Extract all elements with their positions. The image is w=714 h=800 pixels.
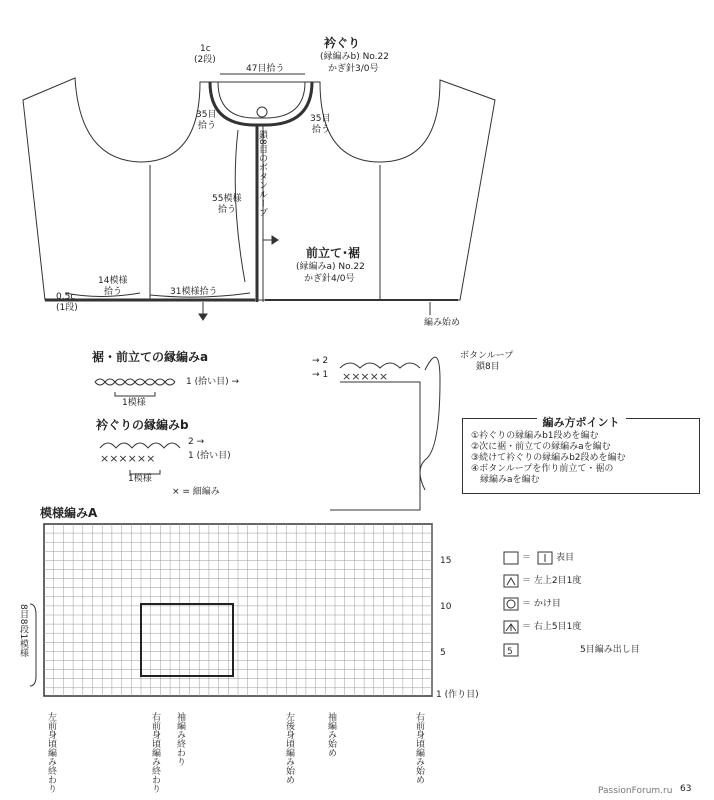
points-title: 編み方ポイント [537, 416, 626, 429]
pick-35-left: 35目 [196, 110, 217, 120]
row-5: 5 [440, 648, 446, 658]
legend-knit-eq: ＝ [522, 553, 532, 563]
point-item: ①衿ぐりの縁編みb1段めを編む [471, 431, 599, 441]
pick-35-right-b: 拾う [312, 125, 331, 135]
legend-knit: 表目 [556, 553, 575, 563]
points-box [462, 418, 700, 494]
row-1: 1 (作り目) [436, 690, 479, 700]
loop-label-b: 鎖8目 [476, 362, 500, 372]
loop-label: ボタンループ [460, 351, 514, 361]
pick-55: 55模様 [212, 194, 242, 204]
edging-b-title: 衿ぐりの縁編みb [96, 418, 189, 432]
pick-35-right: 35目 [310, 114, 331, 124]
collar-sub: (縁編みb) No.22 [320, 52, 389, 62]
collar-band [210, 82, 312, 125]
pick-14-b: 拾う [104, 287, 123, 297]
front-title: 前立て･裾 [306, 246, 361, 260]
edging-a-chain [95, 379, 175, 396]
bottom-label: 左後身頃編み始め [284, 712, 294, 784]
collar-title: 衿ぐり [324, 36, 361, 50]
side-repeat: 8目8段1模様 [18, 604, 28, 658]
edging-b-repeat: 1模様 [128, 474, 152, 484]
button-loop-note: 鎖8目のボタンループ [257, 130, 267, 217]
front-sub: (縁編みa) No.22 [296, 262, 365, 272]
bottom-label: 左前身頃編み終わり [46, 712, 56, 793]
chart-title: 模様編みA [40, 506, 98, 520]
svg-text:×××××: ××××× [342, 370, 389, 383]
pattern-chart-grid [30, 524, 432, 696]
row-15: 15 [440, 556, 452, 566]
page-number: 63 [680, 784, 692, 794]
pick-47: 47目拾う [246, 64, 285, 74]
row-10: 10 [440, 602, 452, 612]
row-1c: 1c [200, 44, 211, 54]
pick-35-left-b: 拾う [198, 121, 217, 131]
edging-a-row: 1 (拾い目) → [186, 377, 240, 387]
point-item: ②次に裾・前立ての縁編みaを編む [471, 442, 611, 452]
bottom-label: 袖編み始め [326, 712, 336, 757]
sc-legend: × = 細編み [172, 487, 220, 497]
edge-05: 0.5c [56, 292, 76, 302]
point-item: ③続けて衿ぐりの縁編みb2段めを編む [471, 453, 626, 463]
edging-a-repeat: 1模様 [122, 398, 146, 408]
edging-b-row1: 1 (拾い目) [188, 451, 231, 461]
button-loop [257, 107, 267, 117]
button-loop-chart [330, 357, 440, 510]
legend-k2tog: ＝ 左上2目1度 [522, 576, 582, 586]
bottom-label: 右前身頃編み終わり [150, 712, 160, 793]
legend-inc5: 5目編み出し目 [580, 645, 640, 655]
edging-b-chart [100, 443, 180, 474]
row-1c-b: (2段) [194, 55, 216, 65]
edging-b-row2: 2 → [188, 437, 205, 447]
loop-row2: → 2 [312, 356, 329, 366]
svg-text:××××××: ×××××× [100, 452, 156, 465]
point-item: 縁編みaを編む [471, 475, 540, 485]
edge-05-b: (1段) [56, 303, 78, 313]
point-item: ④ボタンループを作り前立て・裾の [471, 464, 614, 474]
front-hook: かぎ針4/0号 [304, 274, 355, 284]
pick-55-b: 拾う [218, 205, 237, 215]
loop-row1: → 1 [312, 370, 329, 380]
start-label: 編み始め [424, 318, 461, 328]
collar-hook: かぎ針3/0号 [328, 64, 379, 74]
bottom-label: 右前身頃編み始め [414, 712, 424, 784]
bottom-label: 袖編み終わり [175, 712, 185, 766]
pick-31: 31模様拾う [170, 287, 218, 297]
legend-yo: ＝ かけ目 [522, 599, 561, 609]
legend-k5tog: ＝ 右上5目1度 [522, 622, 582, 632]
svg-text:5: 5 [507, 647, 513, 657]
edging-a-title: 裾・前立ての縁編みa [92, 350, 209, 364]
pick-14: 14模様 [98, 276, 128, 286]
watermark: PassionForum.ru [598, 786, 673, 796]
